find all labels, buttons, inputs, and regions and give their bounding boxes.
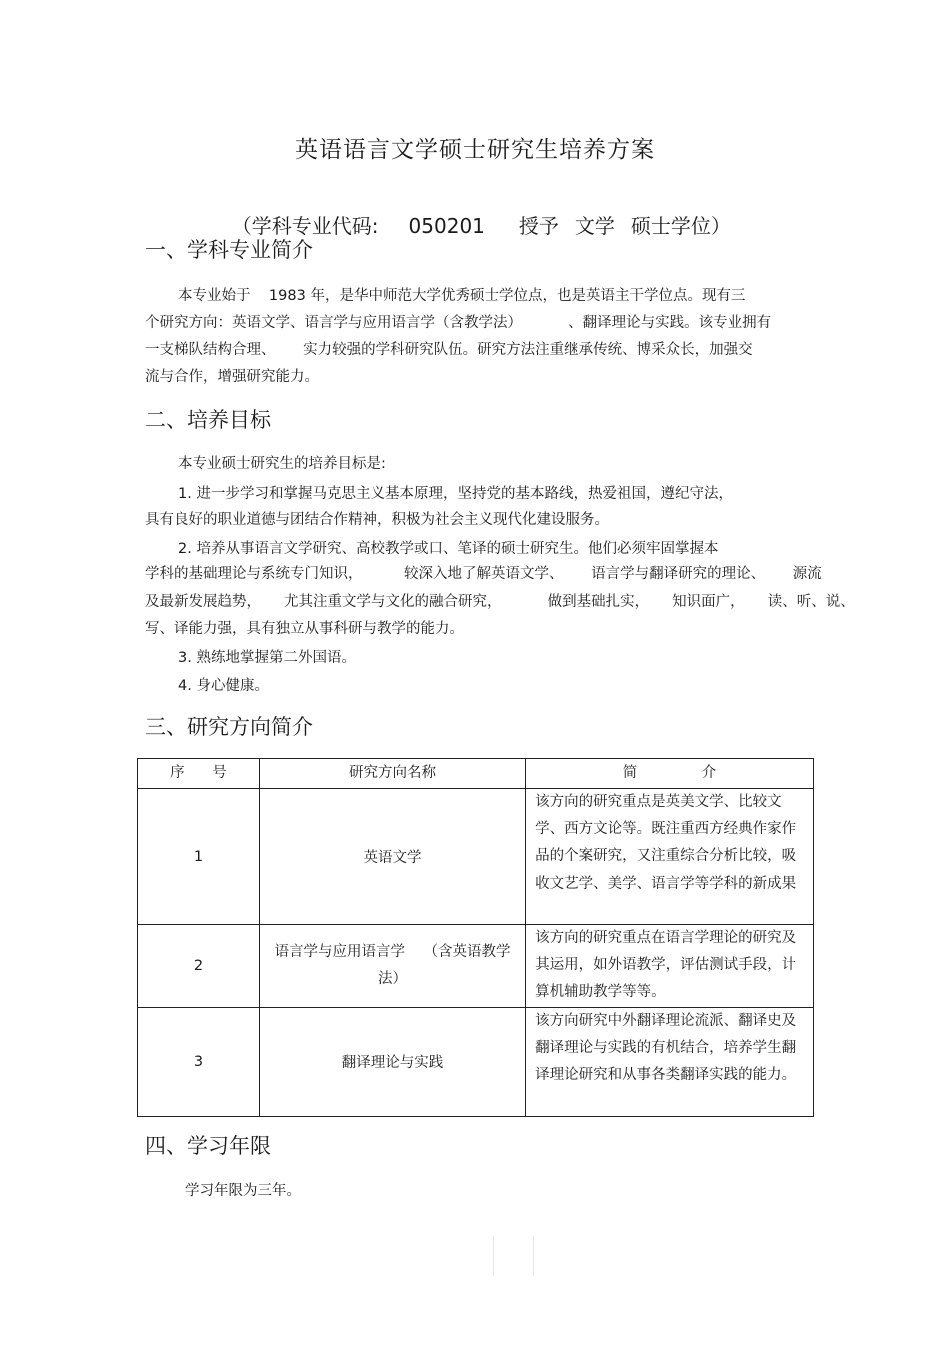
- paragraph-line: 个研究方向：英语文学、语言学与应用语言学（含教学法） 、翻译理论与实践。该专业拥有: [145, 315, 772, 331]
- paragraph-line: 流与合作，增强研究能力。: [145, 369, 319, 385]
- row-direction-name: 英语文学: [259, 789, 525, 925]
- subject-code: 050201: [408, 214, 485, 238]
- row-number: 2: [138, 925, 260, 1008]
- paragraph-line: 学科的基础理论与系统专门知识， 较深入地了解英语文学、 语言学与翻译研究的理论、 源流: [145, 566, 822, 582]
- page-divider: [533, 1236, 534, 1276]
- paragraph-line: 本专业硕士研究生的培养目标是:: [178, 456, 386, 472]
- row-intro: 该方向的研究重点是英美文学、比较文学、西方文论等。既注重西方经典作家作品的个案研究，又注重综合分析比较，吸收文艺学、美学、语言学等学科的新成果: [526, 789, 814, 925]
- paragraph-line: 具有良好的职业道德与团结合作精神，积极为社会主义现代化建设服务。: [145, 512, 609, 528]
- subject-code-label: （学科专业代码:: [231, 214, 379, 238]
- row-intro: 该方向研究中外翻译理论流派、翻译史及翻译理论与实践的有机结合，培养学生翻译理论研究和从事各类翻译实践的能力。: [526, 1007, 814, 1116]
- paragraph-line: 一支梯队结构合理、 实力较强的学科研究队伍。研究方法注重继承传统、博采众长，加强交: [145, 342, 753, 358]
- paragraph-line: 2. 培养从事语言文学研究、高校教学或口、笔译的硕士研究生。他们必须牢固掌握本: [178, 541, 719, 557]
- section-heading-goals: 二、培养目标: [145, 408, 271, 432]
- row-direction-name: 语言学与应用语言学 （含英语教学法）: [259, 925, 525, 1008]
- page-subtitle: [0, 186, 950, 239]
- table-row: [138, 925, 814, 1008]
- paragraph-line: 3. 熟练地掌握第二外国语。: [178, 650, 356, 666]
- row-number: 1: [138, 789, 260, 925]
- header-intro: 简 介: [526, 759, 814, 789]
- field-label: 文学: [574, 214, 615, 238]
- grant-label: 授予: [518, 214, 559, 238]
- table-row: [138, 1007, 814, 1116]
- paragraph-line: 4. 身心健康。: [178, 678, 269, 694]
- row-direction-name: 翻译理论与实践: [259, 1007, 525, 1116]
- paragraph-line: 1. 进一步学习和掌握马克思主义基本原理，坚持党的基本路线，热爱祖国，遵纪守法，: [178, 486, 733, 502]
- header-number: 序 号: [138, 759, 260, 789]
- paragraph-line: 本专业始于 1983 年，是华中师范大学优秀硕士学位点，也是英语主干学位点。现有三: [178, 288, 746, 304]
- section-heading-duration: 四、学习年限: [145, 1134, 271, 1158]
- paragraph-line: 写、译能力强，具有独立从事科研与教学的能力。: [145, 621, 464, 637]
- page-divider: [493, 1236, 494, 1276]
- table-header-row: [138, 759, 814, 789]
- duration-text: 学习年限为三年。: [185, 1183, 301, 1199]
- degree-label: 硕士学位）: [630, 214, 731, 238]
- table-row: [138, 789, 814, 925]
- row-intro: 该方向的研究重点在语言学理论的研究及其运用，如外语教学，评估测试手段，计算机辅助教学等等。: [526, 925, 814, 1008]
- section-heading-directions: 三、研究方向简介: [145, 715, 313, 739]
- research-directions-table: [137, 758, 814, 1117]
- section-heading-intro: 一、学科专业简介: [145, 238, 313, 262]
- page-title: 英语语言文学硕士研究生培养方案: [295, 137, 655, 163]
- row-number: 3: [138, 1007, 260, 1116]
- paragraph-line: 及最新发展趋势， 尤其注重文学与文化的融合研究， 做到基础扎实， 知识面广， 读、听、说、: [145, 594, 855, 610]
- header-direction-name: 研究方向名称: [259, 759, 525, 789]
